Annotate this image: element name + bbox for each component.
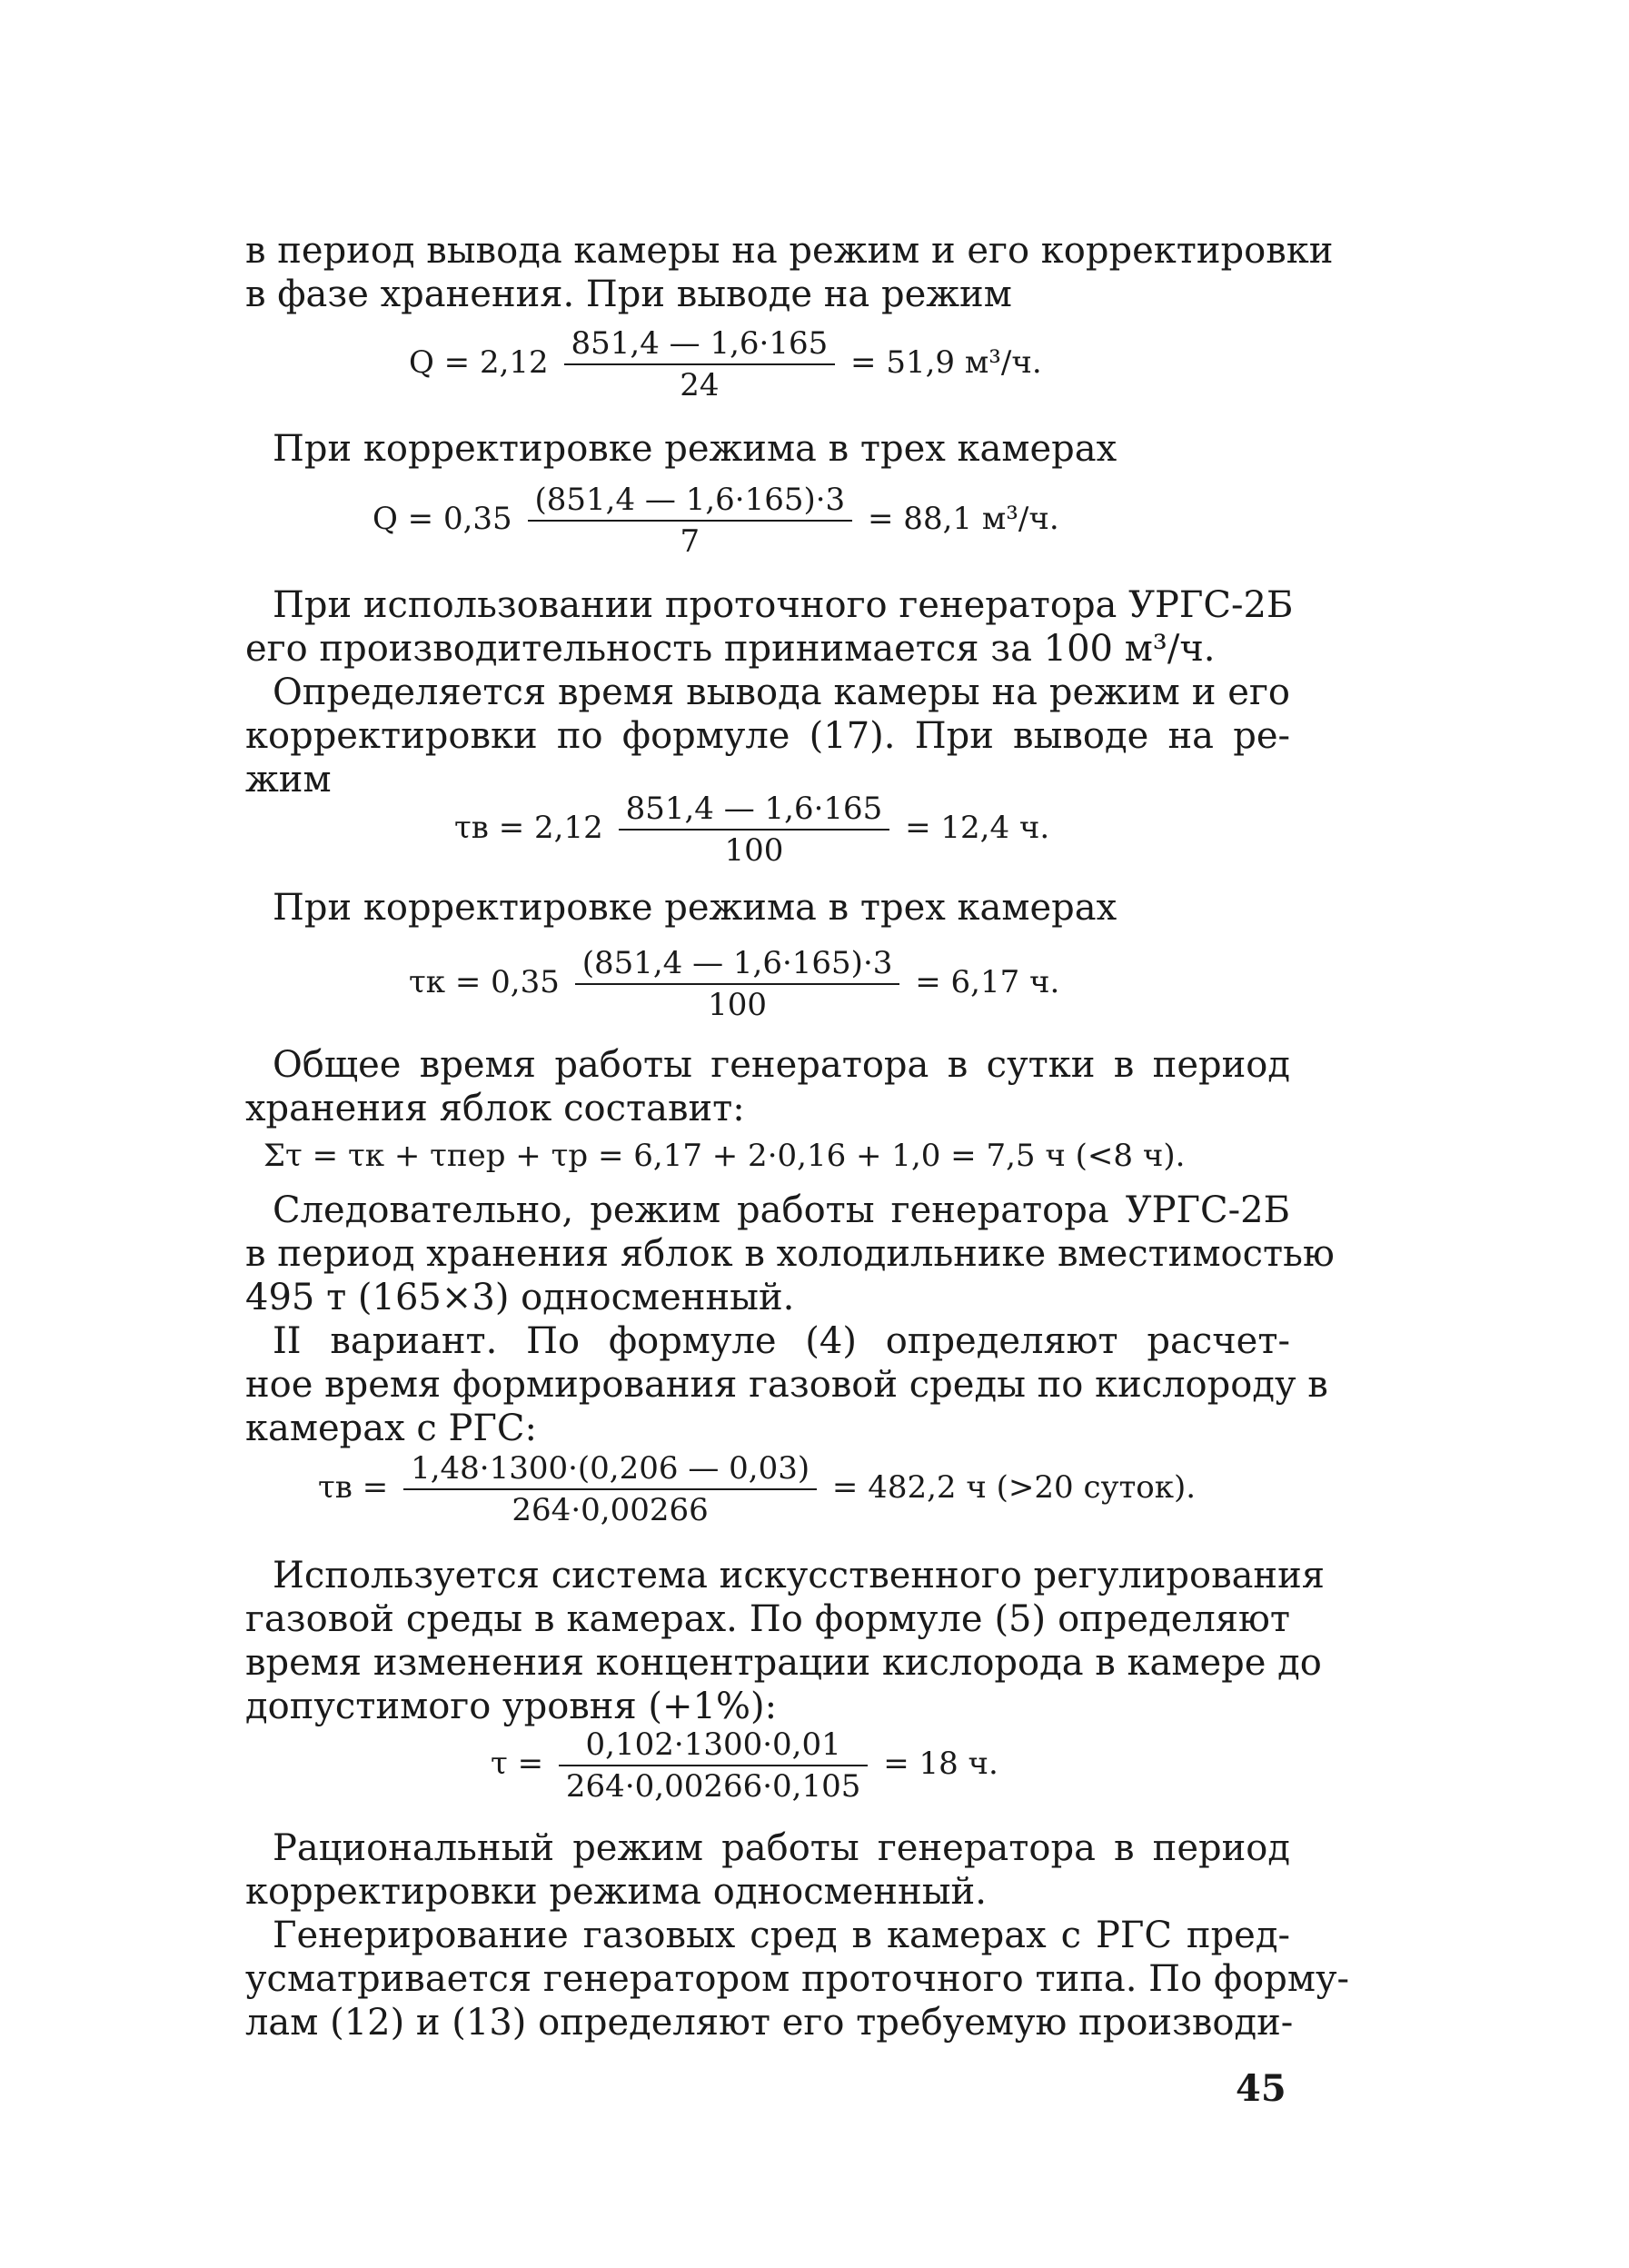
fraction [403, 1450, 817, 1528]
formula-q-correction [372, 482, 1059, 560]
text-line: хранения яблок составит: [245, 1088, 745, 1129]
text-line: усматривается генератором проточного типа. По форму- [245, 1958, 1350, 2000]
denominator: 264·0,00266·0,105 [565, 1768, 861, 1805]
text-line: его производительность принимается за 100 м³/ч. [245, 628, 1216, 670]
formula-rhs: = 12,4 ч. [905, 810, 1050, 846]
fraction [619, 791, 890, 869]
formula-lhs: τк = 0,35 [409, 964, 560, 1000]
formula-rhs: = 88,1 м³/ч. [868, 501, 1059, 537]
formula-q-mode [409, 325, 1042, 403]
formula-tau-v-variant [318, 1450, 1196, 1528]
formula-lhs: Q = 2,12 [409, 344, 549, 381]
numerator: (851,4 — 1,6·165)·3 [528, 482, 853, 522]
numerator: 851,4 — 1,6·165 [619, 791, 890, 831]
formula-lhs: τв = [318, 1469, 389, 1506]
formula-tau [491, 1726, 998, 1805]
text-line: Общее время работы генератора в сутки в период [273, 1044, 1290, 1086]
text-line: время изменения концентрации кислорода в камере до [245, 1642, 1322, 1684]
fraction [559, 1726, 868, 1805]
denominator: 100 [708, 987, 767, 1023]
text-line: При использовании проточного генератора УРГС-2Б [273, 584, 1294, 626]
text-line: ное время формирования газовой среды по кислороду в [245, 1364, 1328, 1406]
numerator: 851,4 — 1,6·165 [564, 325, 836, 365]
text-line: допустимого уровня (+1%): [245, 1686, 778, 1727]
formula-rhs: = 6,17 ч. [915, 964, 1060, 1000]
text-line: Рациональный режим работы генератора в период [273, 1827, 1290, 1869]
numerator: 0,102·1300·0,01 [559, 1726, 868, 1766]
text-line: 495 т (165×3) односменный. [245, 1277, 795, 1318]
formula-tau-k [409, 945, 1059, 1023]
text-line: II вариант. По формуле (4) определяют расчет- [273, 1320, 1290, 1362]
formula-rhs: = 51,9 м³/ч. [850, 344, 1042, 381]
fraction [564, 325, 836, 403]
formula-tau-v [454, 791, 1049, 869]
formula-lhs: τв = 2,12 [454, 810, 603, 846]
text-line: газовой среды в камерах. По формуле (5) определяют [245, 1598, 1290, 1640]
denominator: 264·0,00266 [512, 1492, 709, 1528]
fraction [528, 482, 853, 560]
text-line: в фазе хранения. При выводе на режим [245, 274, 1012, 315]
formula-rhs: = 18 ч. [883, 1746, 998, 1782]
text-line: в период хранения яблок в холодильнике вместимостью [245, 1233, 1335, 1275]
formula-lhs: Q = 0,35 [372, 501, 512, 537]
numerator: (851,4 — 1,6·165)·3 [575, 945, 900, 985]
text-line: камерах с РГС: [245, 1408, 537, 1449]
page-number: 45 [1236, 2067, 1286, 2110]
fraction [575, 945, 900, 1023]
denominator: 24 [680, 367, 720, 403]
text-line: Используется система искусственного регулирования [273, 1555, 1325, 1597]
text-line: Следовательно, режим работы генератора УРГС-2Б [273, 1189, 1290, 1231]
formula-sum-tau: Στ = τк + τпер + τр = 6,17 + 2·0,16 + 1,0 = 7,5 ч (<8 ч). [263, 1138, 1186, 1174]
text-line: корректировки по формуле (17). При выводе на ре- [245, 715, 1290, 757]
denominator: 100 [724, 832, 784, 869]
text-line: жим [245, 759, 332, 801]
text-line: Генерирование газовых сред в камерах с РГС пред- [273, 1915, 1290, 1956]
text-line: При корректировке режима в трех камерах [273, 887, 1117, 929]
text-line: в период вывода камеры на режим и его корректировки [245, 230, 1334, 272]
numerator: 1,48·1300·(0,206 — 0,03) [403, 1450, 817, 1490]
text-line: корректировки режима односменный. [245, 1871, 987, 1913]
text-line: Определяется время вывода камеры на режим и его [273, 671, 1290, 713]
formula-rhs: = 482,2 ч (>20 суток). [831, 1469, 1197, 1506]
text-line: При корректировке режима в трех камерах [273, 428, 1117, 470]
text-line: лам (12) и (13) определяют его требуемую производи- [245, 2002, 1294, 2044]
formula-lhs: τ = [491, 1746, 544, 1782]
denominator: 7 [680, 523, 700, 560]
